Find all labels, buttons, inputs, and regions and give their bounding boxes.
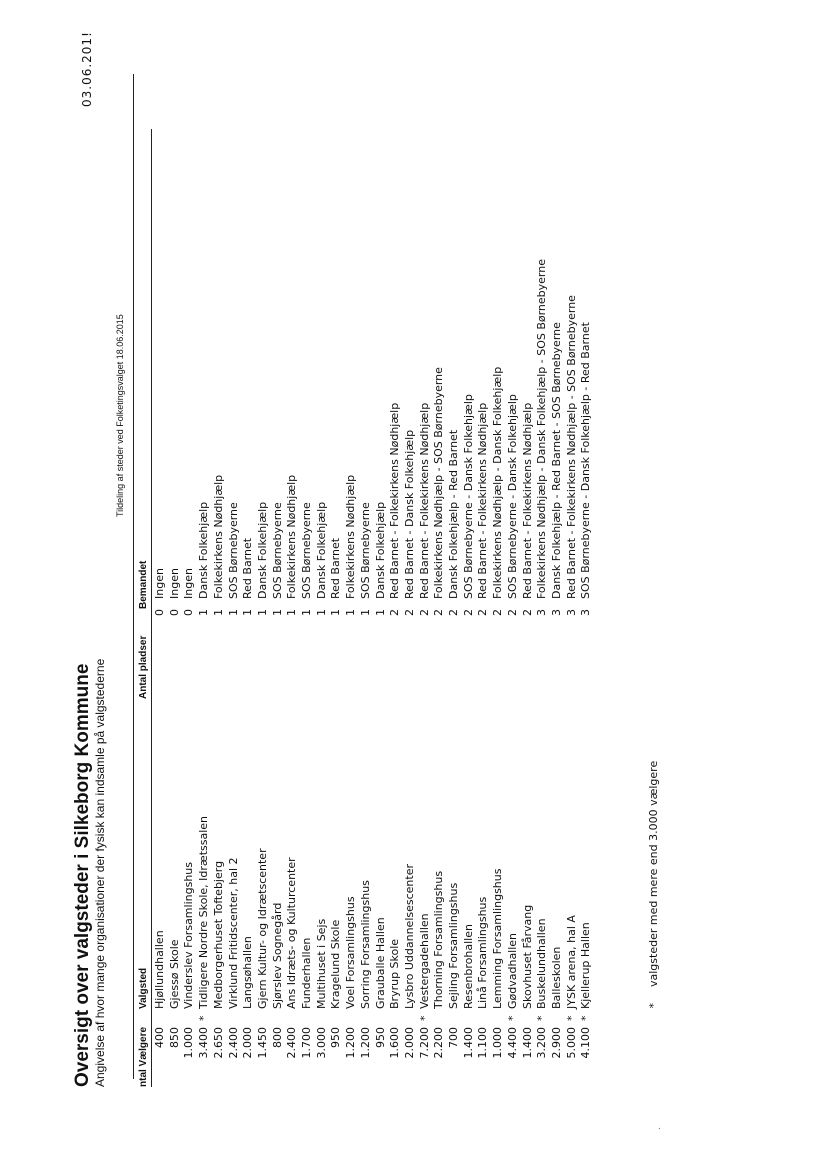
table-row (579, 129, 594, 1087)
large-station-marker (315, 1009, 330, 1023)
staffing-organisations: Red Barnet - Folkekirkens Nødhjælp (388, 402, 402, 599)
staffing-organisations: Ingen (153, 568, 166, 599)
voter-count: 1.100 (476, 1027, 490, 1059)
large-station-marker (374, 1009, 389, 1023)
slot-count: 0 (153, 609, 166, 616)
table-row (403, 129, 418, 1087)
polling-station-name: Voel Forsamlingshus (344, 896, 358, 1009)
col-place-header: Valgsted (138, 967, 149, 1009)
polling-station-name: Langsøhallen (241, 936, 255, 1009)
polling-station-name: Gjessø Skole (167, 939, 181, 1009)
staffing-organisations: Folkekirkens Nødhjælp - Dansk Folkehjælp (491, 366, 505, 599)
slot-count: 0 (182, 609, 196, 616)
voter-count: 2.000 (241, 1027, 255, 1059)
large-station-marker (153, 1009, 168, 1023)
large-station-marker (329, 1009, 344, 1023)
large-station-marker (256, 1009, 271, 1023)
slot-count: 2 (520, 609, 534, 616)
slot-count: 2 (402, 609, 416, 616)
table-row (241, 129, 256, 1087)
scan-speck: . (658, 1122, 661, 1132)
table-header (136, 129, 152, 1087)
voter-count: 800 (270, 1027, 284, 1048)
large-station-marker (550, 1009, 565, 1023)
voter-count: 1.000 (491, 1027, 505, 1059)
voter-count: 950 (373, 1027, 387, 1048)
slot-count: 3 (549, 609, 563, 616)
voter-count: 1.000 (182, 1027, 196, 1059)
slot-count: 1 (344, 609, 358, 616)
document-date: 03.06.201! (80, 31, 94, 107)
staffing-organisations: Dansk Folkehjælp (373, 501, 387, 599)
voter-count: 3.000 (314, 1027, 328, 1059)
table-body (153, 129, 594, 1087)
table-row (271, 129, 286, 1087)
page-title: Oversigt over valgsteder i Silkeborg Kommune (72, 663, 93, 1087)
polling-station-name: Hjøllundhallen (153, 930, 166, 1009)
large-station-marker (447, 1009, 462, 1023)
polling-station-name: Balleskolen (549, 946, 563, 1009)
staffing-organisations: Red Barnet - Folkekirkens Nødhjælp (520, 402, 534, 599)
slot-count: 1 (373, 609, 387, 616)
large-station-marker (285, 1009, 300, 1023)
table-row (565, 129, 580, 1087)
polling-station-name: Thorning Forsamlingshus (432, 870, 446, 1009)
polling-station-name: Linå Forsamlingshus (476, 896, 490, 1009)
table-row (476, 129, 491, 1087)
staffing-organisations: SOS Børnebyerne - Dansk Folkehjælp (461, 394, 475, 599)
staffing-organisations: Ingen (182, 568, 196, 599)
table-row (285, 129, 300, 1087)
slot-count: 1 (285, 609, 299, 616)
slot-count: 2 (491, 609, 505, 616)
slot-count: 2 (417, 609, 431, 616)
table-row (550, 129, 565, 1087)
staffing-organisations: Dansk Folkehjælp - Red Barnet (447, 429, 461, 599)
polling-station-name: Sejling Forsamlingshus (447, 882, 461, 1009)
slot-count: 1 (255, 609, 269, 616)
table-row (388, 129, 403, 1087)
staffing-organisations: Dansk Folkehjælp (314, 501, 328, 599)
table-row (462, 129, 477, 1087)
large-station-marker (462, 1009, 477, 1023)
voter-count: 7.200 (417, 1027, 431, 1059)
slot-count: 1 (226, 609, 240, 616)
slot-count: 1 (300, 609, 314, 616)
polling-station-name: Multihuset i Sejs (314, 918, 328, 1009)
polling-station-name: Sjørslev Sognegård (270, 902, 284, 1009)
voter-count: 2.650 (211, 1027, 225, 1059)
polling-station-name: Grauballe Hallen (373, 917, 387, 1009)
staffing-organisations: Red Barnet - Dansk Folkehjælp (402, 429, 416, 599)
table-row (256, 129, 271, 1087)
large-station-marker (491, 1009, 506, 1023)
table-row (535, 129, 550, 1087)
header-rule (133, 74, 134, 1079)
large-station-marker (476, 1009, 491, 1023)
polling-station-name: Buskelundhallen (535, 918, 549, 1009)
large-station-marker: * (564, 1015, 578, 1021)
table-row (300, 129, 315, 1087)
polling-station-name: Sorring Forsamlingshus (358, 880, 372, 1009)
footnote-marker: * (647, 1003, 660, 1009)
voter-count: 1.600 (388, 1027, 402, 1059)
polling-station-name: Lysbro Uddannelsescenter (402, 864, 416, 1009)
staffing-organisations: Folkekirkens Nødhjælp - SOS Børnebyerne (432, 367, 446, 599)
slot-count: 1 (270, 609, 284, 616)
table-row (418, 129, 433, 1087)
polling-station-name: Kragelund Skole (329, 919, 343, 1009)
slot-count: 3 (535, 609, 549, 616)
table-row (168, 129, 183, 1087)
slot-count: 3 (579, 609, 593, 616)
staffing-organisations: SOS Børnebyerne (270, 502, 284, 599)
voter-count: 1.200 (358, 1027, 372, 1059)
large-station-marker (403, 1009, 418, 1023)
table-row (315, 129, 330, 1087)
staffing-organisations: SOS Børnebyerne (358, 502, 372, 599)
table-row (359, 129, 374, 1087)
large-station-marker (344, 1009, 359, 1023)
voter-count: 850 (167, 1027, 181, 1048)
staffing-organisations: SOS Børnebyerne (300, 502, 314, 599)
slot-count: 2 (461, 609, 475, 616)
large-station-marker (300, 1009, 315, 1023)
voter-count: 3.200 (535, 1027, 549, 1059)
voter-count: 1.450 (255, 1027, 269, 1059)
slot-count: 1 (211, 609, 225, 616)
large-station-marker (271, 1009, 286, 1023)
allocation-note: Tildeling af steder ved Folketingsvalget 18.06.2015 (115, 314, 125, 517)
polling-station-name: Lemming Forsamlingshus (491, 868, 505, 1009)
polling-stations-table (136, 129, 594, 1087)
staffing-organisations: Folkekirkens Nødhjælp (285, 474, 299, 599)
staffing-organisations: Red Barnet - Folkekirkens Nødhjælp (417, 402, 431, 599)
table-row (447, 129, 462, 1087)
col-staff-header: Bemandet (138, 560, 149, 609)
polling-station-name: Funderhallen (300, 937, 314, 1009)
polling-station-name: Ans Idræts- og Kulturcenter (285, 857, 299, 1009)
voter-count: 4.400 (505, 1027, 519, 1059)
table-row (432, 129, 447, 1087)
col-count-header: Antal pladser (138, 635, 149, 699)
staffing-organisations: Red Barnet - Folkekirkens Nødhjælp (476, 402, 490, 599)
voter-count: 5.000 (564, 1027, 578, 1059)
slot-count: 2 (432, 609, 446, 616)
polling-station-name: Gødvadhallen (505, 932, 519, 1009)
table-row (182, 129, 197, 1087)
staffing-organisations: Folkekirkens Nødhjælp (344, 474, 358, 599)
voter-count: 400 (153, 1027, 166, 1048)
voter-count: 1.700 (300, 1027, 314, 1059)
voter-count: 3.400 (197, 1027, 211, 1059)
voter-count: 2.900 (549, 1027, 563, 1059)
slot-count: 1 (197, 609, 211, 616)
table-row (212, 129, 227, 1087)
table-row (506, 129, 521, 1087)
table-row (521, 129, 536, 1087)
slot-count: 3 (564, 609, 578, 616)
staffing-organisations: Folkekirkens Nødhjælp - Dansk Folkehjælp - SOS Børnebyerne (535, 258, 549, 599)
staffing-organisations: Red Barnet (241, 537, 255, 599)
footnote-text: valgsteder med mere end 3.000 vælgere (647, 760, 660, 987)
staffing-organisations: Ingen (167, 568, 181, 599)
staffing-organisations: Folkekirkens Nødhjælp (211, 474, 225, 599)
voter-count: 2.400 (285, 1027, 299, 1059)
voter-count: 700 (447, 1027, 461, 1048)
polling-station-name: Bryrup Skole (388, 938, 402, 1009)
polling-station-name: Skovhuset Fårvang (520, 904, 534, 1009)
table-row (153, 129, 168, 1087)
polling-station-name: Vestergadehallen (417, 913, 431, 1009)
slot-count: 1 (314, 609, 328, 616)
staffing-organisations: Red Barnet - Folkekirkens Nødhjælp - SOS Børnebyerne (564, 295, 578, 599)
voter-count: 950 (329, 1027, 343, 1048)
slot-count: 2 (476, 609, 490, 616)
voter-count: 4.100 (579, 1027, 593, 1059)
table-row (197, 129, 212, 1087)
staffing-organisations: Dansk Folkehjælp (255, 501, 269, 599)
staffing-organisations: SOS Børnebyerne - Dansk Folkehjælp - Red Barnet (579, 322, 593, 599)
slot-count: 1 (241, 609, 255, 616)
voter-count: 2.400 (226, 1027, 240, 1059)
polling-station-name: Kjellerup Hallen (579, 922, 593, 1009)
slot-count: 2 (388, 609, 402, 616)
large-station-marker (227, 1009, 242, 1023)
slot-count: 1 (358, 609, 372, 616)
large-station-marker: * (535, 1015, 549, 1021)
large-station-marker (359, 1009, 374, 1023)
table-row (329, 129, 344, 1087)
large-station-marker (168, 1009, 183, 1023)
polling-station-name: Medborgerhuset Toftebjerg (211, 860, 225, 1009)
polling-station-name: Vinderslev Forsamlingshus (182, 862, 196, 1009)
table-row (491, 129, 506, 1087)
staffing-organisations: SOS Børnebyerne - Dansk Folkehjælp (505, 394, 519, 599)
footnote (647, 761, 660, 1087)
large-station-marker: * (505, 1015, 519, 1021)
voter-count: 1.400 (461, 1027, 475, 1059)
staffing-organisations: Dansk Folkehjælp (197, 501, 211, 599)
large-station-marker (241, 1009, 256, 1023)
large-station-marker: * (579, 1015, 593, 1021)
table-row (344, 129, 359, 1087)
large-station-marker (182, 1009, 197, 1023)
slot-count: 1 (329, 609, 343, 616)
slot-count: 2 (447, 609, 461, 616)
slot-count: 0 (167, 609, 181, 616)
large-station-marker: * (417, 1015, 431, 1021)
polling-station-name: Virklund Fritidscenter, hal 2 (226, 857, 240, 1009)
table-row (227, 129, 242, 1087)
col-voters-header: ntal Vælgere (138, 1026, 149, 1087)
table-row (374, 129, 389, 1087)
polling-station-name: Tidligere Nordre Skole, Idrætssalen (197, 815, 211, 1009)
voter-count: 2.000 (402, 1027, 416, 1059)
large-station-marker (388, 1009, 403, 1023)
voter-count: 1.400 (520, 1027, 534, 1059)
slot-count: 2 (505, 609, 519, 616)
large-station-marker (521, 1009, 536, 1023)
staffing-organisations: Dansk Folkehjælp - Red Barnet - SOS Børnebyerne (549, 322, 563, 599)
page-subtitle: Angivelse af hvor mange organisationer der fysisk kan indsamle på valgstederne (93, 658, 107, 1087)
voter-count: 2.200 (432, 1027, 446, 1059)
large-station-marker (432, 1009, 447, 1023)
polling-station-name: Gjern Kultur- og Idrætscenter (255, 848, 269, 1009)
large-station-marker: * (197, 1015, 211, 1021)
voter-count: 1.200 (344, 1027, 358, 1059)
polling-station-name: Resenbrohallen (461, 924, 475, 1009)
staffing-organisations: SOS Børnebyerne (226, 502, 240, 599)
staffing-organisations: Red Barnet (329, 537, 343, 599)
large-station-marker (212, 1009, 227, 1023)
polling-station-name: JYSK arena, hal A (564, 915, 578, 1009)
